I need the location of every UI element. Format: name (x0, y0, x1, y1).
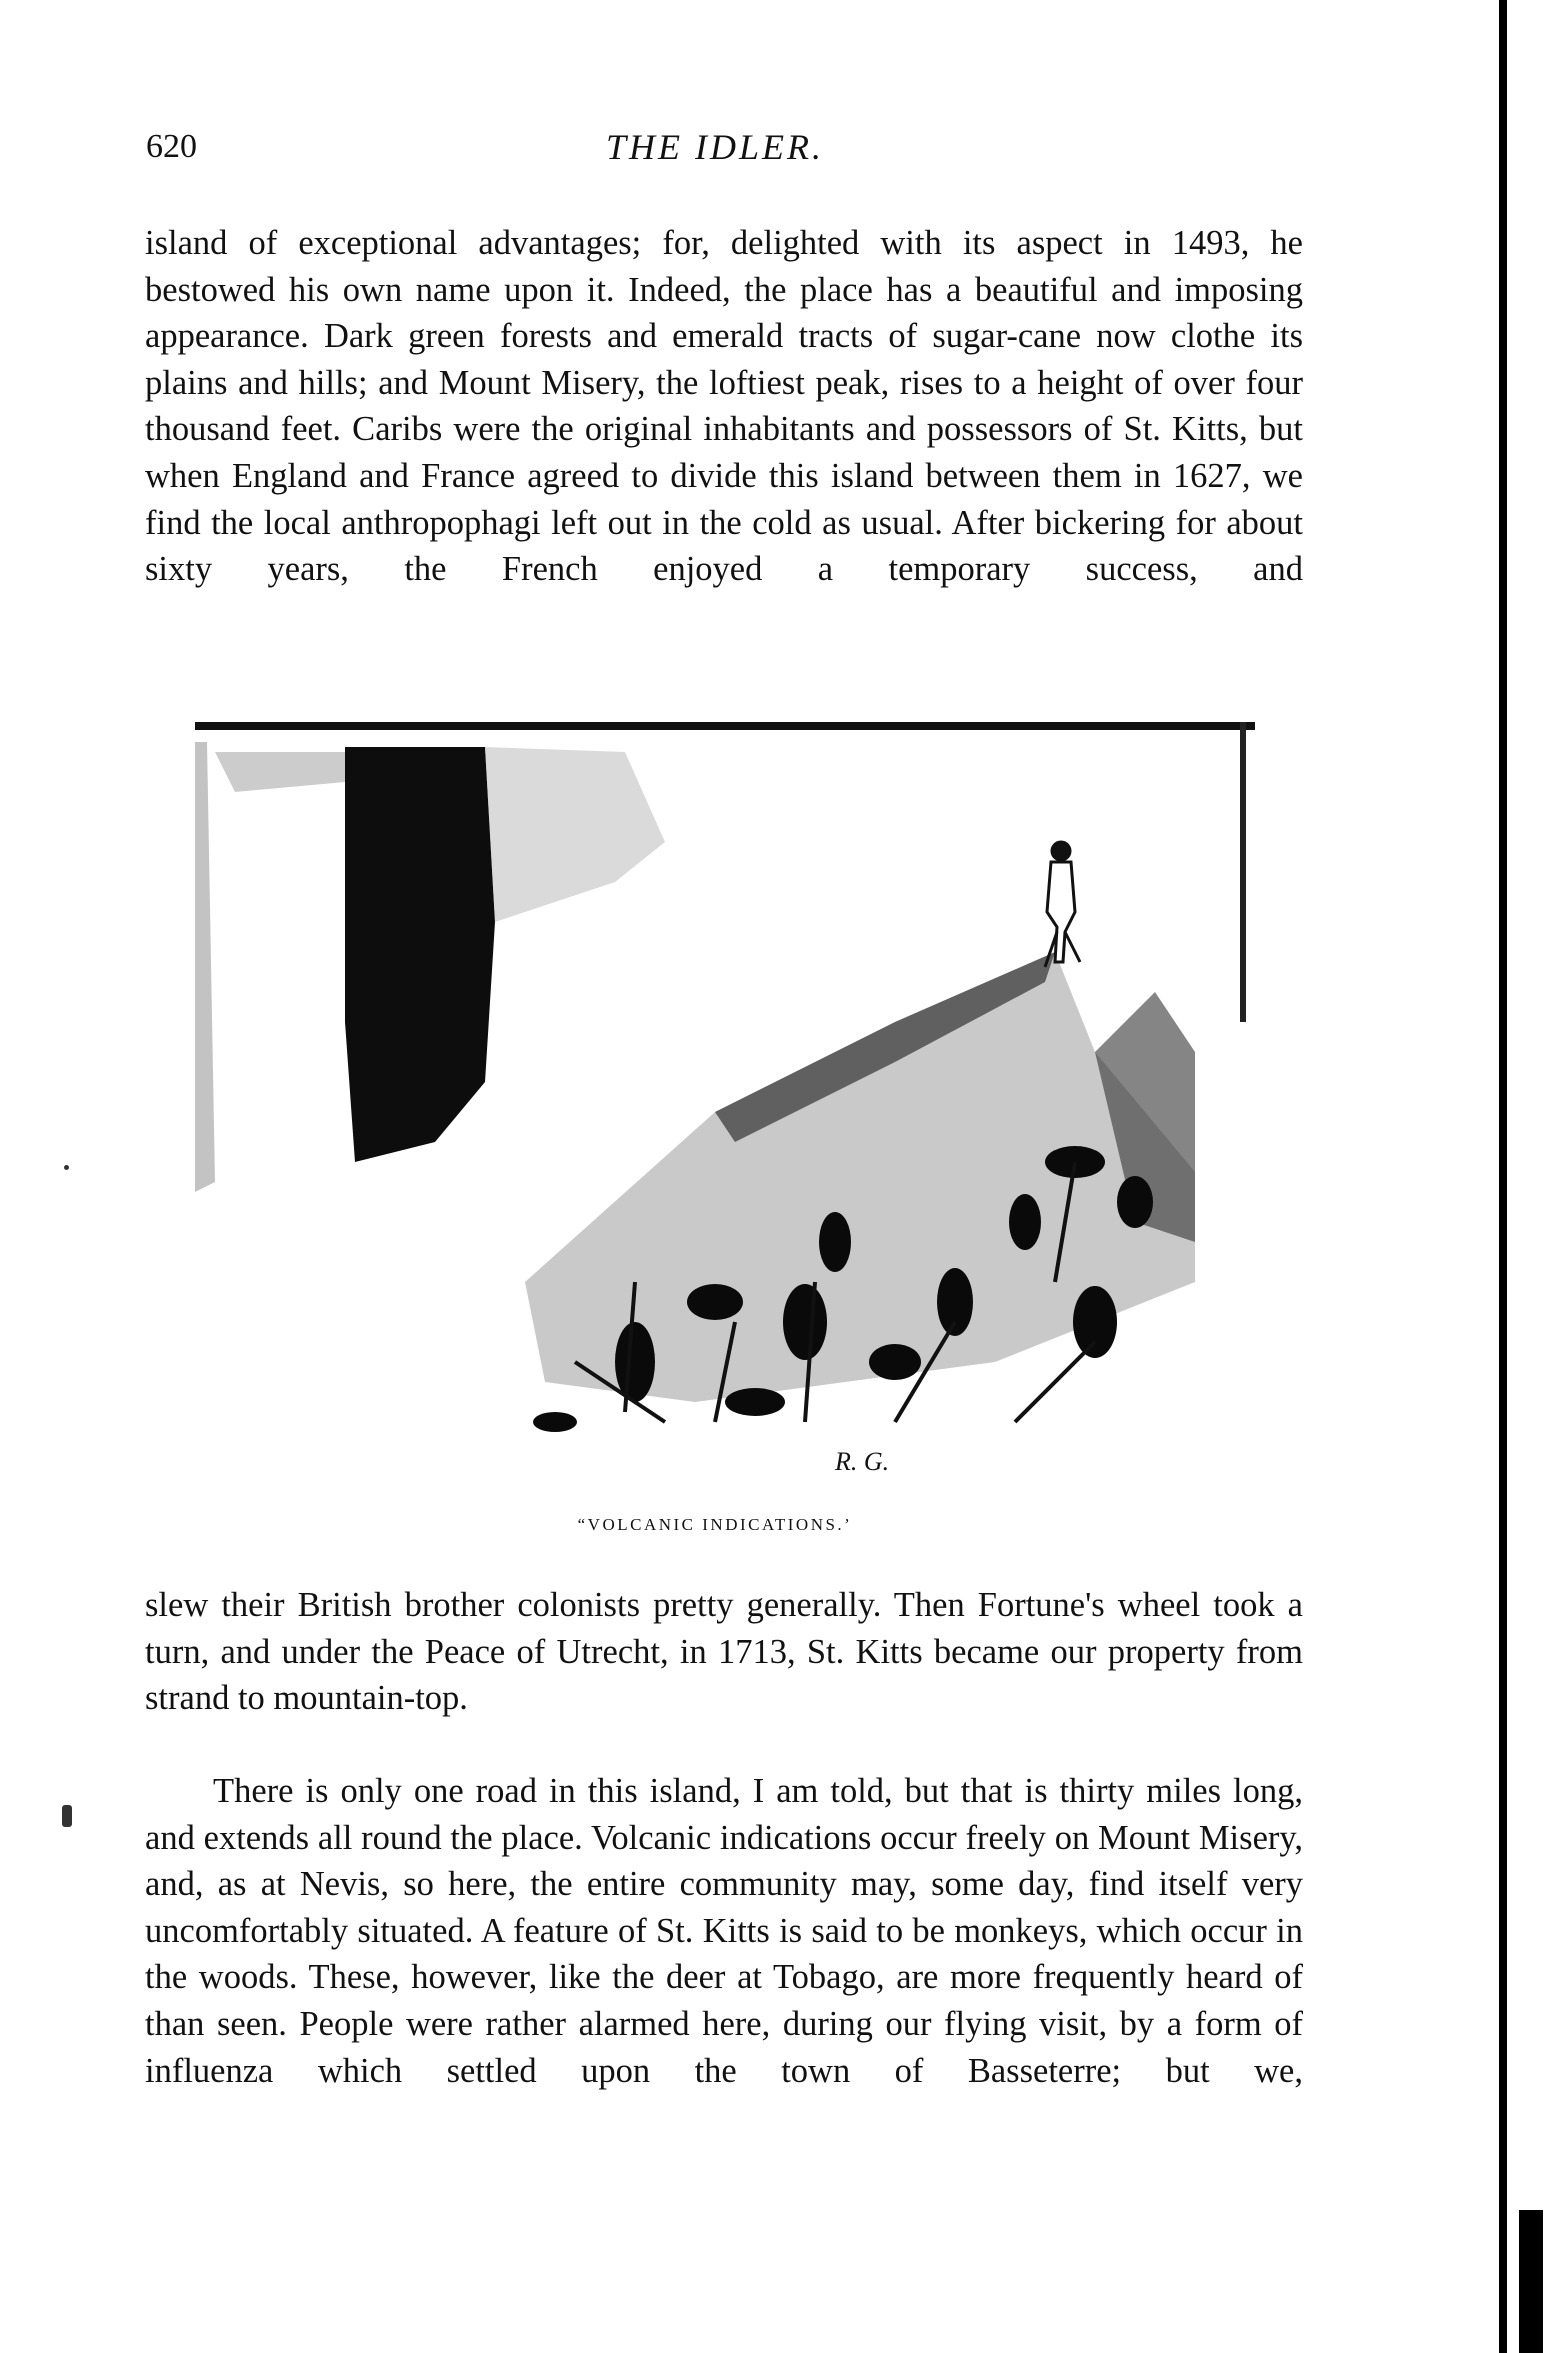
paragraph-3: There is only one road in this island, I am told, but that is thirty miles long, and extends all round the place. Volcanic indications occur freely on Mount Misery, and, as at Nevis, so here, the entire community may, some day, find itself very uncomfortably situated. A feature of St. Kitts is said to be monkeys, which occur in the woods. These, however, like the deer at Tobago, are more frequently heard of than seen. People were rather alarmed here, during our flying visit, by a form of influenza which settled upon the town of Basseterre; but we, (145, 1772, 1303, 2090)
paragraph-1: island of exceptional advantages; for, delighted with its aspect in 1493, he bestowed his own name upon it. Indeed, the place has a beautiful and imposing appearance. Dark green forests and emerald tracts of sugar-cane now clothe its plains and hills; and Mount Misery, the loftiest peak, rises to a height of over four thousand feet. Caribs were the original inhabitants and possessors of St. Kitts, but when England and France agreed to divide this island between them in 1627, we find the local anthropophagi left out in the cold as usual. After bickering for about sixty years, the French enjoyed a temporary success, and (145, 224, 1303, 589)
artist-signature: R. G. (835, 1447, 890, 1476)
speck (64, 1165, 69, 1170)
page-edge-mark (1519, 2210, 1543, 2353)
page-edge-rule (1499, 0, 1507, 2353)
running-title: THE IDLER. (606, 127, 824, 167)
paragraph-2: slew their British brother colonists pretty generally. Then Fortune's wheel took a turn, and under the Peace of Utrecht, in 1713, St. Kitts became our property from strand to mountain-top. (145, 1586, 1303, 1718)
page-number: 620 (146, 128, 197, 165)
illustration-drawing (195, 722, 1255, 1482)
illustration-volcanic-indications (195, 722, 1255, 1482)
speck (62, 1805, 72, 1827)
figure-caption: “VOLCANIC INDICATIONS.’ (577, 1515, 853, 1534)
